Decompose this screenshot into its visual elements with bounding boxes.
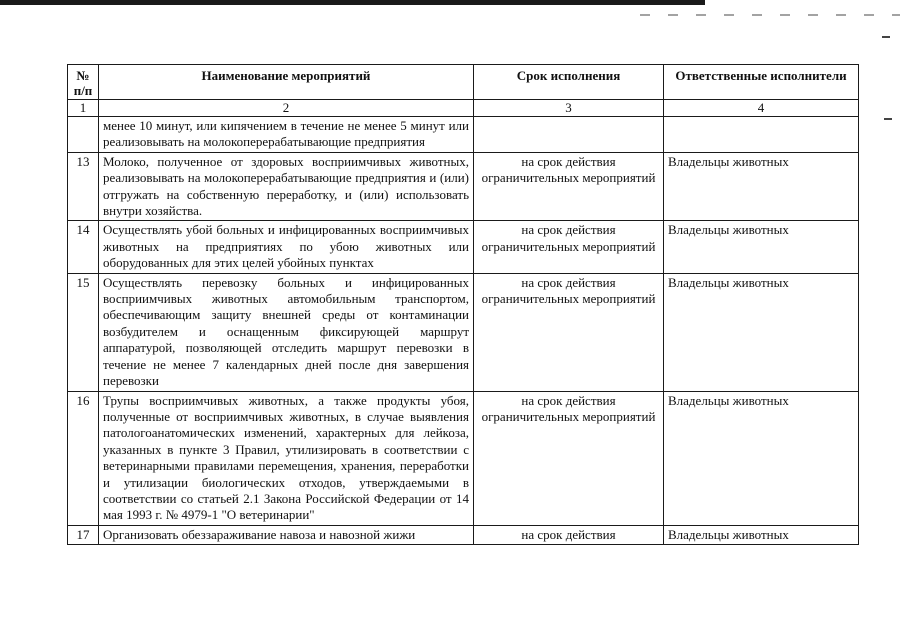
header-resp: Ответственные исполнители xyxy=(664,65,859,100)
measure-name: Осуществлять перевозку больных и инфицированных восприимчивых животных автомобильным транспортом, обеспечивающим защиту внешней среды от контаминации возбудителем и оснащенным фиксирующей маршрут аппаратурой, позволяющей отследить маршрут перевозки в течение не менее 7 календарных дней после дня завершения перевозки xyxy=(99,273,474,391)
measure-responsible: Владельцы животных xyxy=(664,221,859,273)
scan-tick-artifact xyxy=(882,36,890,38)
column-number: 2 xyxy=(99,100,474,117)
row-number: 16 xyxy=(68,391,99,525)
table-row xyxy=(68,525,859,544)
column-number: 1 xyxy=(68,100,99,117)
column-number-row xyxy=(68,100,859,117)
measure-name: Трупы восприимчивых животных, а также продукты убоя, полученные от восприимчивых животных, в случае выявления патологоанатомических изменений, характерных для лейкоза, указанных в пункте 3 Правил, утилизировать в соответствии с ветеринарными правилами перемещения, хранения, переработки и утилизации биологических отходов, утверждаемыми в соответствии со статьей 2.1 Закона Российской Федерации от 14 мая 1993 г. № 4979-1 "О ветеринарии" xyxy=(99,391,474,525)
header-name: Наименование мероприятий xyxy=(99,65,474,100)
measure-name: Организовать обеззараживание навоза и навозной жижи xyxy=(99,525,474,544)
scan-dash-artifact xyxy=(640,14,900,16)
measure-responsible: Владельцы животных xyxy=(664,152,859,221)
table-row xyxy=(68,391,859,525)
table-row xyxy=(68,221,859,273)
row-number: 13 xyxy=(68,152,99,221)
measures-table xyxy=(67,64,859,545)
table-row xyxy=(68,273,859,391)
measure-responsible: Владельцы животных xyxy=(664,391,859,525)
measure-responsible: Владельцы животных xyxy=(664,273,859,391)
header-num: № п/п xyxy=(68,65,99,100)
table-row xyxy=(68,117,859,153)
row-number: 15 xyxy=(68,273,99,391)
column-number: 3 xyxy=(474,100,664,117)
measure-term: на срок действия ограничительных мероприятий xyxy=(474,391,664,525)
measure-responsible xyxy=(664,117,859,153)
measure-term: на срок действия ограничительных мероприятий xyxy=(474,152,664,221)
measure-term: на срок действия xyxy=(474,525,664,544)
scan-edge-mark xyxy=(0,0,705,5)
row-number: 14 xyxy=(68,221,99,273)
header-term: Срок исполнения xyxy=(474,65,664,100)
row-number xyxy=(68,117,99,153)
table-row xyxy=(68,152,859,221)
column-number: 4 xyxy=(664,100,859,117)
scan-tick-artifact xyxy=(884,118,892,120)
measure-term xyxy=(474,117,664,153)
measure-term: на срок действия ограничительных мероприятий xyxy=(474,221,664,273)
measure-name: Молоко, полученное от здоровых восприимчивых животных, реализовывать на молокоперерабатывающие предприятия и (или) отгружать на собственную переработку, и (или) использовать внутри хозяйства. xyxy=(99,152,474,221)
measure-term: на срок действия ограничительных мероприятий xyxy=(474,273,664,391)
measure-name: менее 10 минут, или кипячением в течение не менее 5 минут или реализовывать на молокоперерабатывающие предприятия xyxy=(99,117,474,153)
table-header-row xyxy=(68,65,859,100)
measure-responsible: Владельцы животных xyxy=(664,525,859,544)
measure-name: Осуществлять убой больных и инфицированных восприимчивых животных на предприятиях по убою животных или оборудованных для этих целей убойных пунктах xyxy=(99,221,474,273)
row-number: 17 xyxy=(68,525,99,544)
